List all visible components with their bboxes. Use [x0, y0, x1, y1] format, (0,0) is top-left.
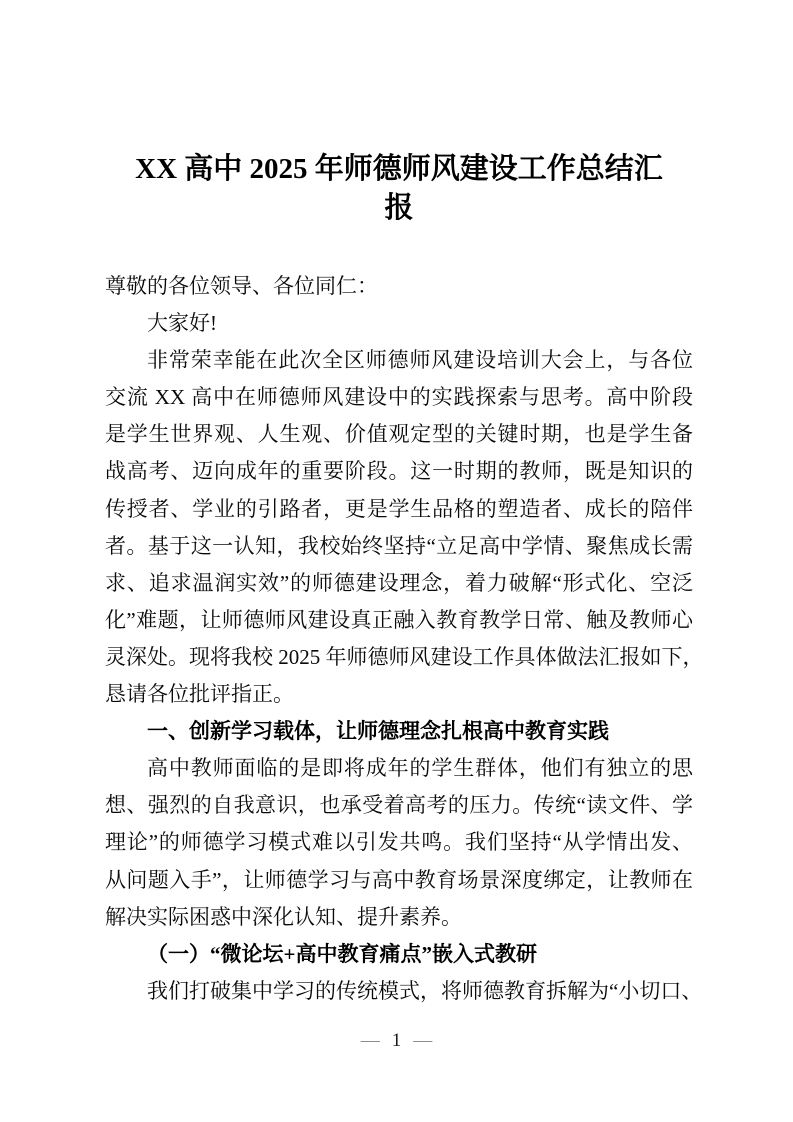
page-number-dash-right: —	[413, 1030, 433, 1051]
text-line: 灵深处。现将我校 2025 年师德师风建设工作具体做法汇报如下，	[105, 644, 704, 669]
document-body	[105, 268, 704, 1010]
text-line: 解决实际困惑中深化认知、提升素养。	[105, 904, 462, 929]
document-content	[105, 150, 704, 1010]
section-heading-1-1: （一）“微论坛+高中教育痛点”嵌入式教研	[147, 941, 537, 966]
text-line: 非常荣幸能在此次全区师德师风建设培训大会上，与各位	[147, 348, 693, 373]
page-number: 1	[391, 1030, 402, 1051]
text-line: 化”难题，让师德师风建设真正融入教育教学日常、触及教师心	[105, 607, 693, 632]
page-footer	[0, 1029, 793, 1053]
document-title-line-2: 报	[384, 192, 414, 224]
text-line: 想、强烈的自我意识，也承受着高考的压力。传统“读文件、学	[105, 793, 693, 818]
page-number-dash-left: —	[360, 1030, 380, 1051]
text-line: 是学生世界观、人生观、价值观定型的关键时期，也是学生备	[105, 422, 693, 447]
text-line: 高中教师面临的是即将成年的学生群体，他们有独立的思	[147, 756, 693, 781]
document-title	[105, 150, 693, 228]
text-line: 我们打破集中学习的传统模式，将师德教育拆解为“小切口、	[147, 978, 703, 1003]
text-line: 者。基于这一认知，我校始终坚持“立足高中学情、聚焦成长需	[105, 533, 693, 558]
text-line: 理论”的师德学习模式难以引发共鸣。我们坚持“从学情出发、	[105, 830, 693, 855]
greeting-line: 大家好!	[147, 311, 217, 336]
salutation-line: 尊敬的各位领导、各位同仁：	[105, 274, 378, 298]
text-line: 从问题入手”，让师德学习与高中教育场景深度绑定，让教师在	[105, 867, 693, 892]
text-line: 交流 XX 高中在师德师风建设中的实践探索与思考。高中阶段	[105, 385, 693, 410]
text-line: 恳请各位批评指正。	[105, 682, 294, 707]
text-line: 战高考、迈向成年的重要阶段。这一时期的教师，既是知识的	[105, 459, 693, 484]
section-heading-1: 一、创新学习载体，让师德理念扎根高中教育实践	[147, 719, 609, 744]
text-line: 求、追求温润实效”的师德建设理念，着力破解“形式化、空泛	[105, 570, 693, 595]
text-line: 传授者、学业的引路者，更是学生品格的塑造者、成长的陪伴	[105, 496, 693, 521]
document-title-line-1: XX 高中 2025 年师德师风建设工作总结汇	[135, 153, 663, 185]
